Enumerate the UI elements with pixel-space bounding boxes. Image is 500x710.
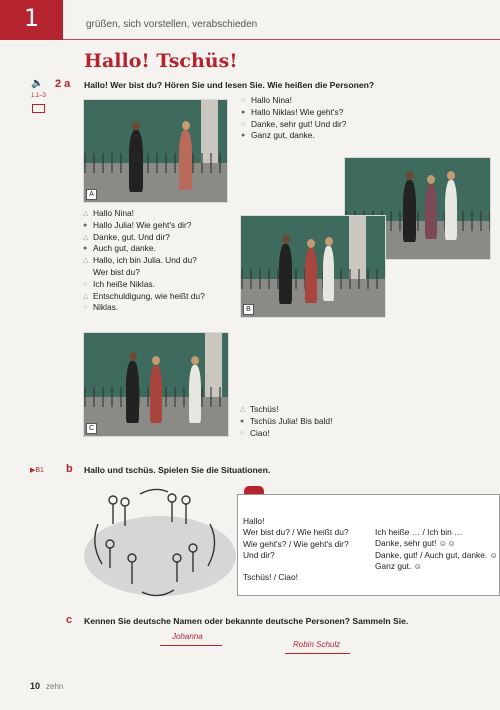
video-icon [32, 104, 45, 113]
dialog-line: Entschuldigung, wie heißt du? [93, 290, 205, 301]
dialog-3: △ Tschüs! ● Tschüs Julia! Bis bald! ○ Ciao! [240, 404, 333, 438]
dialog-line: Ciao! [250, 427, 270, 438]
dialog-line: Ich heiße Niklas. [93, 278, 155, 289]
photo-label-c: C [86, 423, 97, 434]
dialog-line: Wer bist du? [93, 266, 140, 277]
photo-c [83, 332, 229, 437]
dialog-line: Tschüs Julia! Bis bald! [250, 415, 333, 426]
task-letter: c [66, 614, 73, 626]
task-number: 2 a [55, 78, 71, 90]
page-number-word: zehn [46, 682, 64, 691]
dialog-line: Tschüs! [250, 404, 279, 414]
dialog-line: Hallo Julia! Wie geht's dir? [93, 219, 192, 230]
phrase-column-2: Ich heiße … / Ich bin … Danke, sehr gut! ☺☺ Danke, gut! / Auch gut, danke. ☺ Ganz gut. ☺ [375, 527, 499, 571]
task-instruction: Kennen Sie deutsche Namen oder bekannte deutsche Personen? Sammeln Sie. [84, 616, 409, 626]
name-underline [285, 653, 350, 654]
chapter-number: 1 [23, 4, 40, 32]
name-underline [160, 645, 222, 646]
dialog-line: Ganz gut, danke. [251, 130, 315, 141]
task-instruction: Hallo! Wer bist du? Hören Sie und lesen Sie. Wie heißen die Personen? [84, 80, 375, 90]
group-sketch-illustration [80, 484, 240, 604]
audio-track: 1.1–3 [31, 93, 47, 99]
dialog-line: Hallo Niklas! Wie geht's? [251, 106, 344, 117]
photo-a [83, 99, 228, 203]
photo-label-b: B [243, 304, 254, 315]
chapter-topic: grüßen, sich vorstellen, verabschieden [86, 19, 258, 30]
photo-label-a: A [86, 189, 97, 200]
dialog-line: Hallo Nina! [251, 95, 292, 105]
dialog-line: Niklas. [93, 302, 119, 313]
task-instruction: Hallo und tschüs. Spielen Sie die Situationen. [84, 465, 271, 475]
phrase-column-1: Hallo! Wer bist du? / Wie heißt du? Wie geht's? / Wie geht's dir? Und dir? Tschüs! / Ciao! [243, 516, 349, 583]
reference-tag: ▶B1 [30, 467, 44, 474]
page-number: 10 [30, 681, 41, 691]
header-rule [63, 39, 500, 40]
speaker-icon[interactable]: 🔈 [31, 78, 44, 89]
task-letter: b [66, 463, 73, 475]
photo-b [240, 215, 386, 318]
dialog-line: Danke, gut. Und dir? [93, 231, 170, 242]
dialog-line: Danke, sehr gut! Und dir? [251, 118, 347, 129]
name-example: Robin Schulz [293, 640, 341, 649]
dialog-1: ○ Hallo Nina! ● Hallo Niklas! Wie geht's? ○ Danke, sehr gut! Und dir? ● Ganz gut, danke. [241, 95, 347, 141]
name-example: Johanna [172, 632, 203, 641]
dialog-line: Hallo, ich bin Julia. Und du? [93, 255, 197, 266]
dialog-line: Auch gut, danke. [93, 243, 156, 254]
page-title: Hallo! Tschüs! [84, 50, 238, 72]
dialog-2: △ Hallo Nina! ● Hallo Julia! Wie geht's dir? △ Danke, gut. Und dir? ● Auch gut, danke. △ Hallo, ich bin Julia. Und du? Wer bist du? ○ Ich heiße Niklas. △ Entschuldigung, wie heißt du? ○ Niklas. [83, 208, 205, 313]
dialog-line: Hallo Nina! [93, 208, 134, 218]
